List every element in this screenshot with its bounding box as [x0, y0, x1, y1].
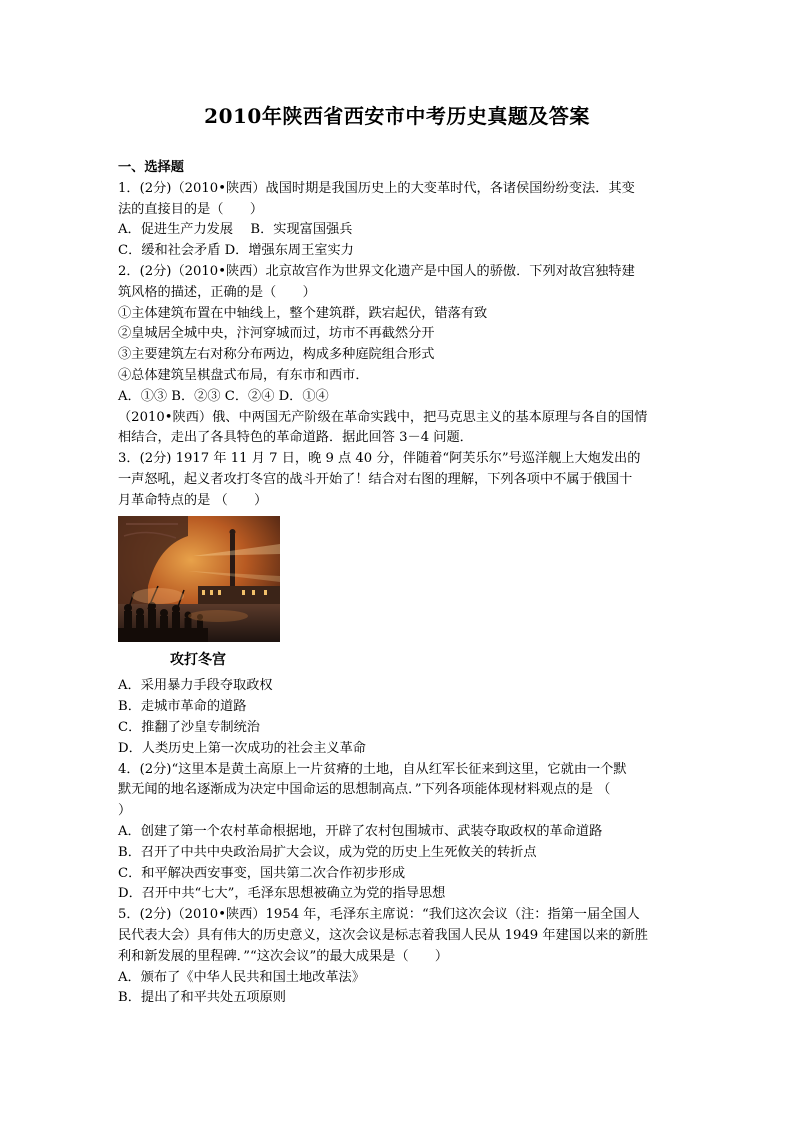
answer-options-line: C．缓和社会矛盾 D．增强东周王室实力 [118, 243, 354, 259]
question-stem-line: 筑风格的描述，正确的是（ ） [118, 284, 316, 300]
question-stem-line: 2．(2分)（2010•陕西）北京故宫作为世界文化遗产是中国人的骄傲．下列对故宫独特建 [118, 263, 635, 279]
intro-line: （2010•陕西）俄、中两国无产阶级在革命实践中，把马克思主义的基本原理与各自的国情 [118, 409, 648, 425]
question-3 [118, 449, 678, 759]
question-stem-line: 利和新发展的里程碑．”“这次会议”的最大成果是（ ） [118, 948, 449, 964]
intro-3-4 [118, 408, 678, 450]
question-4 [118, 760, 678, 906]
answer-options-line: A．促进生产力发展 B．实现富国强兵 [118, 222, 353, 238]
question-2 [118, 262, 678, 408]
statement-item: ③主要建筑左右对称分布两边，构成多种庭院组合形式 [118, 347, 435, 363]
answer-option: B．召开了中共中央政治局扩大会议，成为党的历史上生死攸关的转折点 [118, 844, 537, 860]
answer-option: B．提出了和平共处五项原则 [118, 990, 286, 1006]
page-title: 2010年陕西省西安市中考历史真题及答案 [204, 104, 590, 128]
question-stem-line: 法的直接目的是（ ） [118, 201, 264, 217]
question-stem-line: 5．(2分)（2010•陕西）1954 年，毛泽东主席说：“我们这次会议（注：指第一届全国人 [118, 907, 640, 923]
answer-option: D．召开中共“七大”，毛泽东思想被确立为党的指导思想 [118, 886, 446, 902]
section-heading: 一、选择题 [118, 160, 184, 175]
answer-option: A．颁布了《中华人民共和国土地改革法》 [118, 969, 365, 985]
answer-option: C．和平解决西安事变，国共第二次合作初步形成 [118, 865, 406, 881]
answer-option: A．创建了第一个农村革命根据地，开辟了农村包围城市、武装夺取政权的革命道路 [118, 823, 603, 839]
question-stem-line: 月革命特点的是 （ ） [118, 492, 268, 508]
question-stem-line: 3．(2分) 1917 年 11 月 7 日，晚 9 点 40 分，伴随着“阿芙乐尔”号巡洋舰上大炮发出的 [118, 451, 641, 467]
question-stem-line: ） [118, 803, 132, 819]
question-stem-line: 4．(2分)“这里本是黄土高原上一片贫瘠的土地，自从红军长征来到这里，它就由一个默 [118, 761, 627, 777]
answer-option: A．采用暴力手段夺取政权 [118, 678, 273, 694]
exam-content [118, 158, 678, 1009]
question-stem-line: 一声怒吼，起义者攻打冬宫的战斗开始了！结合对右图的理解，下列各项中不属于俄国十 [118, 471, 633, 487]
question-stem-line: 民代表大会）具有伟大的历史意义，这次会议是标志着我国人民从 1949 年建国以来的新胜 [118, 927, 648, 943]
question-stem-line: 默无闻的地名逐渐成为决定中国命运的思想制高点．”下列各项能体现材料观点的是 （ [118, 782, 611, 798]
storming-winter-palace-painting [118, 516, 280, 642]
figure-storming-winter-palace [118, 516, 280, 671]
answer-option: C．推翻了沙皇专制统治 [118, 719, 260, 735]
statement-item: ②皇城居全城中央，汴河穿城而过，坊市不再截然分开 [118, 326, 435, 342]
question-5 [118, 905, 678, 1009]
statement-item: ④总体建筑呈棋盘式布局，有东市和西市． [118, 367, 369, 383]
answer-options-line: A．①③ B．②③ C．②④ D．①④ [118, 388, 329, 404]
answer-option: B．走城市革命的道路 [118, 699, 247, 715]
question-1 [118, 179, 678, 262]
intro-line: 相结合，走出了各具特色的革命道路．据此回答 3－4 问题． [118, 430, 473, 446]
answer-option: D．人类历史上第一次成功的社会主义革命 [118, 740, 366, 756]
figure-caption: 攻打冬宫 [170, 651, 226, 668]
statement-item: ①主体建筑布置在中轴线上，整个建筑群，跌宕起伏，错落有致 [118, 305, 488, 321]
question-stem-line: 1．(2分)（2010•陕西）战国时期是我国历史上的大变革时代，各诸侯国纷纷变法．其变 [118, 180, 635, 196]
